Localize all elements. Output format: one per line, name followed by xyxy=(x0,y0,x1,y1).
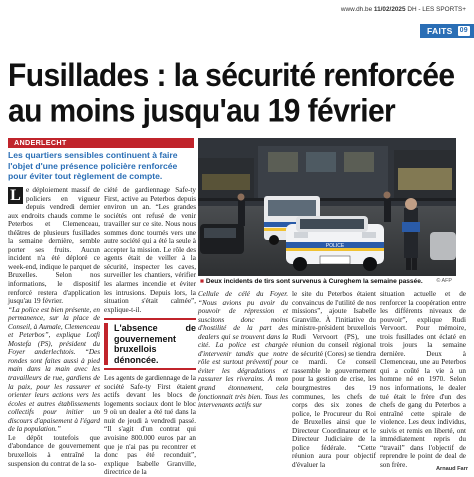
article-paragraph-2: “La police est bien présente, en permanence, sur la place de Conseil, à Aumale, Clemenceau et Peterbos”, explique Lotfi Mostefa (PS), président du Foyer anderlechtois. “Des rondes sont faites aussi à pied main dans la main avec les travailleurs de rue, gardiens de la paix, pour les rassurer et orienter leurs actions vers les écoles et autres établissements collectifs pour initier un discours d'apaisement à l'égard de la population.” xyxy=(8,305,100,434)
police-scene-illustration xyxy=(198,138,456,276)
headline: Fusillades : la sécurité renforcée au moins jusqu'au 19 février xyxy=(8,58,455,130)
pullquote xyxy=(104,318,196,370)
article-column-5 xyxy=(380,290,466,470)
edition-name: DH - LES SPORTS+ xyxy=(407,6,466,13)
pullquote-bar xyxy=(104,323,108,365)
article-paragraph-7: le site du Peterbos étaient convaincus de l'utilité de nos missions”, ajoute Isabelle Granville. À l'initiative du ministre-président bruxellois Rudi Vervoort (PS), une réunion du conseil régional de sécurité (Cores) se tiendra ce mardi. Ce conseil rassemble le gouvernement pour la gestion de crise, les bourgmestres des 19 communes, les chefs de corps des six zones de police, le Procureur du Roi de Bruxelles ainsi que le Directeur Coordinateur et le Directeur Judiciaire de la police fédérale. “Cette réunion aura pour objectif d'évaluer la xyxy=(292,290,376,469)
article-paragraph-4: ciété de gardiennage Safe-ty First, active au Peterbos depuis environ un an. “Les grandes sociétés ont refusé de venir travailler sur ce site. Nous nous sommes donc tournés vers une autre société qui a été la seule à accepter la mission. Le rôle des agents était de veiller à la sécurité, inspecter les caves, surveiller les chantiers, vérifier les alarmes incendie et éviter les intrusions. Depuis lors, la situation s'était calmée”, explique-t-il. xyxy=(104,186,196,314)
caption-marker-icon: ■ xyxy=(200,278,204,285)
pullquote-text: L'absence de gouvernement bruxellois dénoncée. xyxy=(114,323,196,365)
site-url[interactable]: www.dh.be xyxy=(340,6,373,13)
lead-paragraph: Les quartiers sensibles continuent à faire l'objet d'une présence policière renforcée pour éviter tout règlement de compte. xyxy=(8,150,178,182)
section-label: FAITS xyxy=(427,26,453,36)
article-photo xyxy=(198,138,456,276)
article-column-4 xyxy=(292,290,376,470)
photo-caption xyxy=(198,276,456,287)
kicker-location: ANDERLECHT xyxy=(8,138,194,148)
article-paragraph-5: Les agents de gardiennage de la société Safe-ty First étaient actifs devant les blocs de logements sociaux dont le bloc 9 où un dealer a été tué dans la nuit de jeudi à vendredi passé. “Il s'agit d'un contrat qui avoisine 800.000 euros par an que je n'ai pas pu recontrer et donc pas été reconduit”, explique Isabelle Granville, directrice de la xyxy=(104,374,196,477)
issue-date: 11/02/2025 xyxy=(373,6,406,13)
author-signature: Arnaud Farr xyxy=(435,466,468,472)
dropcap: L xyxy=(8,187,23,204)
header-meta xyxy=(341,6,466,13)
article-column-2 xyxy=(104,186,196,477)
article-column-1 xyxy=(8,186,100,470)
article-paragraph-3: Le dépôt toutefois que d'abondance de gouvernement bruxellois à entraîné la suspension du contrat de la so- xyxy=(8,433,100,468)
article-paragraph-1: e déploiement massif de policiers en vigueur depuis vendredi dernier aux endroits chauds comme le Peterbos et Clemenceau, théâtres de plusieurs fusillades la semaine dernière, semble porter ses fruits. Aucun incident n'a été déploré ce week-end, indique le parquet de Bruxelles. Selon nos informations, le dispositif renforcé restera d'application jusqu'au 19 février. xyxy=(8,186,101,306)
car-livery-text: POLICE xyxy=(325,243,345,249)
page-number: 09 xyxy=(459,27,468,34)
article-column-3 xyxy=(198,290,288,470)
article-paragraph-6: Cellule de célé du Foyer. “Nous avions pu avoir du pouvoir de répression et suscitons donc moins d'hostilité de la part des dealers qui se trouvent dans la cité. La police est chargée d'intervenir tandis que notre rôle est surtout préventif pour éviter les dégradations et rassurer les riverains. À mon grand étonnement, cela fonctionnait très bien. Tous les intervenants actifs sur xyxy=(198,290,288,410)
photo-credit: © AFP xyxy=(436,278,452,284)
caption-text: Deux incidents de tirs sont survenus à Cureghem la semaine passée. xyxy=(205,278,423,285)
page-header xyxy=(0,0,474,20)
section-tab xyxy=(420,24,474,38)
article-paragraph-8: situation actuelle et de renforcer la coopération entre les différents niveaux de pouvoir”, explique Rudi Vervoort. Pour mémoire, trois fusillades ont éclaté en trois jours la semaine dernière. Deux à Clemenceau, une au Peterbos qui a coûté la vie à un homme né en 1970. Selon nos informations, le dealer tué était le frère d'un des chefs de gang du Peterbos a entraîné cette spirale de violence. Les deux individus, suivis et remis en liberté, ont immédiatement repris du “travail” dans l'objectif de reprendre le point de deal de son frère. xyxy=(380,290,466,469)
